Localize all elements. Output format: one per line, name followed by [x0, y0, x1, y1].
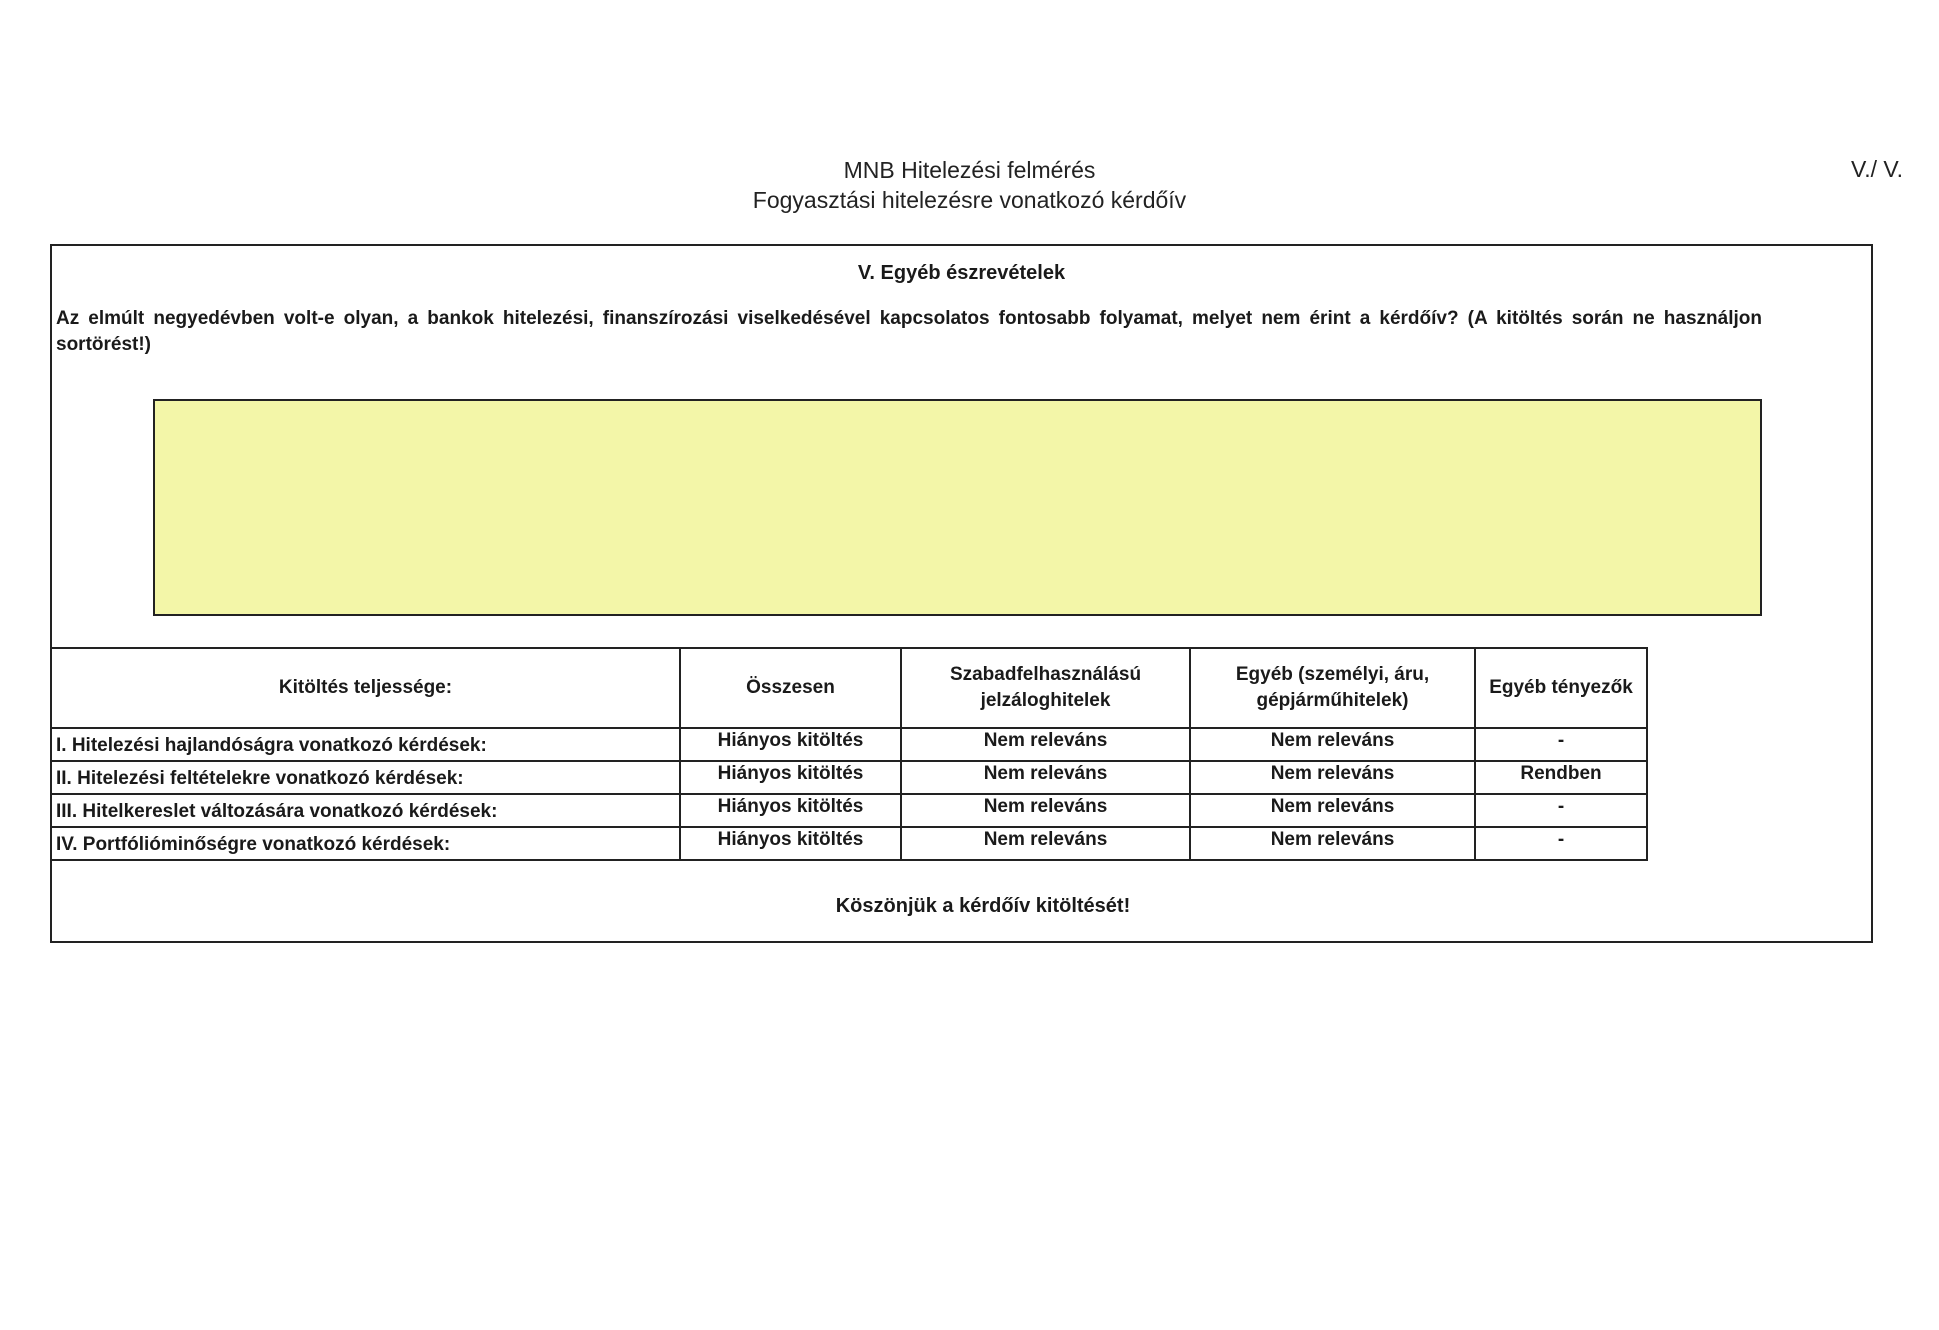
cell-total: Hiányos kitöltés: [680, 794, 901, 827]
table-row: [51, 794, 1647, 827]
table-row: [51, 827, 1647, 860]
table-row: [51, 728, 1647, 761]
row-label: III. Hitelkereslet változására vonatkozó kérdések:: [51, 794, 680, 827]
cell-mortgage: Nem releváns: [901, 794, 1190, 827]
cell-other-loans: Nem releváns: [1190, 761, 1475, 794]
survey-title: MNB Hitelezési felmérés: [843, 157, 1096, 183]
cell-other-factors: -: [1475, 794, 1647, 827]
cell-total: Hiányos kitöltés: [680, 827, 901, 860]
question-text: Az elmúlt negyedévben volt-e olyan, a bankok hitelezési, finanszírozási viselkedésével kapcsolatos fontosabb folyamat, melyet nem érint a kérdőív? (A kitöltés során ne használjon sortörést!): [56, 308, 1762, 355]
cell-other-loans: Nem releváns: [1190, 794, 1475, 827]
cell-other-factors: -: [1475, 728, 1647, 761]
cell-other-factors: -: [1475, 827, 1647, 860]
cell-mortgage: Nem releváns: [901, 728, 1190, 761]
cell-total: Hiányos kitöltés: [680, 761, 901, 794]
cell-mortgage: Nem releváns: [901, 761, 1190, 794]
page-number: V./ V.: [1850, 156, 1903, 182]
form-box: [50, 244, 1873, 943]
row-label: I. Hitelezési hajlandóságra vonatkozó kérdések:: [51, 728, 680, 761]
header-other-loans: Egyéb (személyi, áru, gépjárműhitelek): [1190, 648, 1475, 728]
header-other-factors: Egyéb tényezők: [1475, 648, 1647, 728]
thank-you-text: Köszönjük a kérdőív kitöltését!: [835, 895, 1131, 917]
answer-input[interactable]: [153, 399, 1762, 616]
completeness-table: [50, 647, 1648, 861]
cell-other-loans: Nem releváns: [1190, 827, 1475, 860]
cell-total: Hiányos kitöltés: [680, 728, 901, 761]
table-row: [51, 761, 1647, 794]
table-header-row: [51, 648, 1647, 728]
row-label: II. Hitelezési feltételekre vonatkozó kérdések:: [51, 761, 680, 794]
row-label: IV. Portfólióminőségre vonatkozó kérdések:: [51, 827, 680, 860]
survey-subtitle: Fogyasztási hitelezésre vonatkozó kérdőív: [752, 187, 1187, 213]
page-header: [0, 155, 1939, 215]
header-mortgage: Szabadfelhasználású jelzáloghitelek: [901, 648, 1190, 728]
section-title: V. Egyéb észrevételek: [857, 262, 1066, 284]
cell-other-loans: Nem releváns: [1190, 728, 1475, 761]
header-completeness: Kitöltés teljessége:: [51, 648, 680, 728]
header-total: Összesen: [680, 648, 901, 728]
cell-mortgage: Nem releváns: [901, 827, 1190, 860]
cell-other-factors: Rendben: [1475, 761, 1647, 794]
